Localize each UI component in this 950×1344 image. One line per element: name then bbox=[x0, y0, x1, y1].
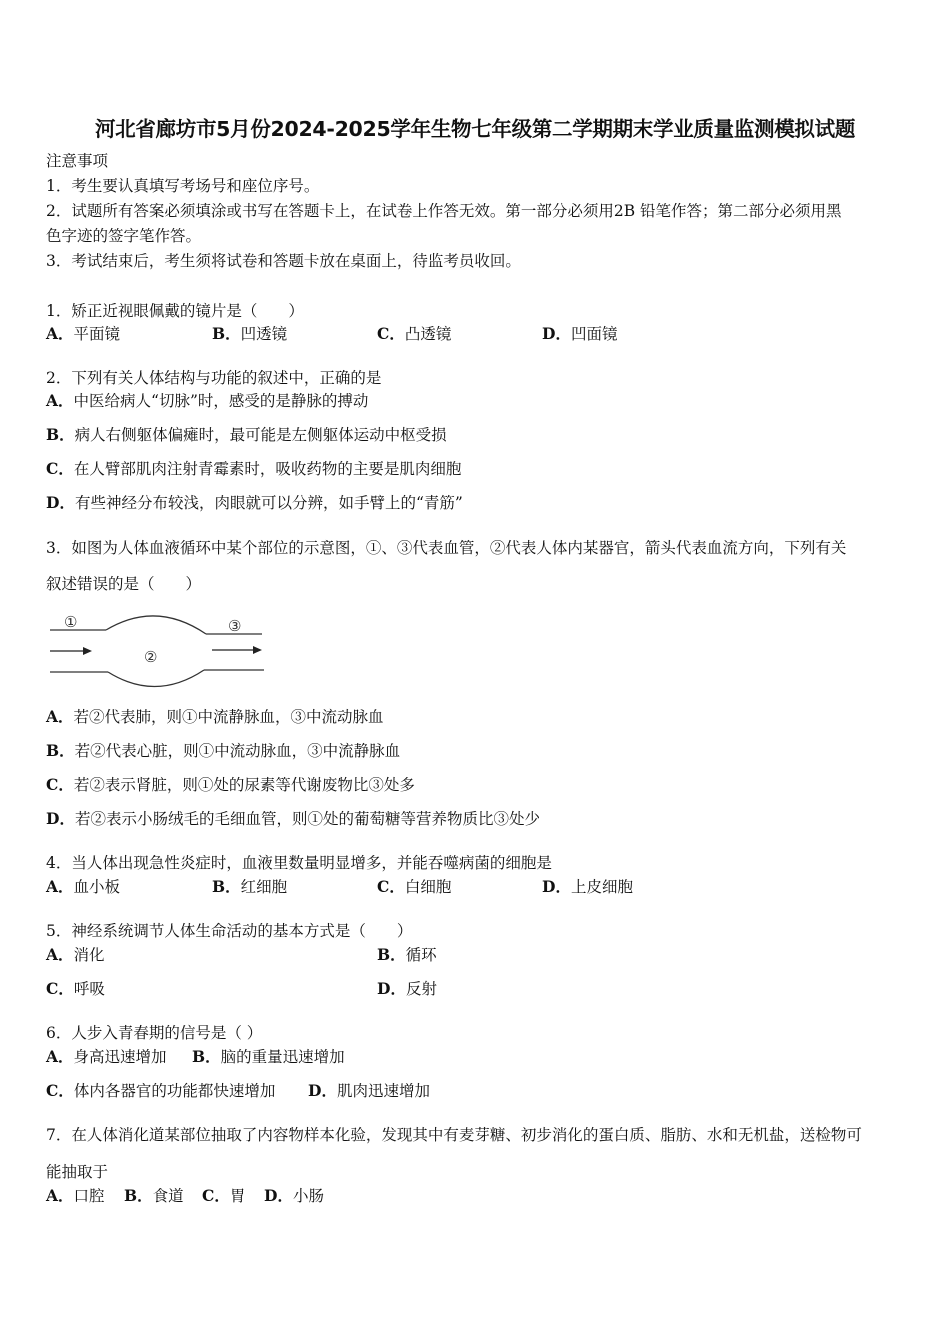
notice-item: 色字迹的签字笔作答。 bbox=[46, 227, 202, 245]
question-5-stem: 5．神经系统调节人体生命活动的基本方式是（ ） bbox=[46, 922, 413, 940]
q7-option-a[interactable] bbox=[46, 1186, 105, 1206]
option-letter: D． bbox=[46, 493, 75, 512]
option-letter: C． bbox=[377, 877, 405, 896]
question-4-stem: 4．当人体出现急性炎症时，血液里数量明显增多，并能吞噬病菌的细胞是 bbox=[46, 854, 552, 872]
option-letter: B． bbox=[212, 877, 241, 896]
option-text: 白细胞 bbox=[404, 878, 452, 896]
option-letter: B． bbox=[124, 1186, 153, 1205]
page-title: 河北省廊坊市5月份2024-2025学年生物七年级第二学期期末学业质量监测模拟试题 bbox=[94, 117, 856, 141]
option-letter: D． bbox=[264, 1186, 293, 1205]
q6-option-b[interactable] bbox=[192, 1047, 345, 1067]
option-letter: C． bbox=[46, 1081, 74, 1100]
question-6-stem: 6．人步入青春期的信号是（ ） bbox=[46, 1024, 263, 1042]
q7-option-c[interactable] bbox=[202, 1186, 245, 1206]
q5-option-a[interactable] bbox=[46, 945, 105, 965]
q5-option-b[interactable] bbox=[377, 945, 437, 965]
option-letter: A． bbox=[46, 1186, 74, 1205]
option-text: 小肠 bbox=[292, 1187, 324, 1205]
option-letter: C． bbox=[202, 1186, 230, 1205]
option-text: 呼吸 bbox=[73, 980, 105, 998]
option-letter: C． bbox=[377, 324, 405, 343]
option-text: 循环 bbox=[405, 946, 437, 964]
option-letter: B． bbox=[46, 741, 75, 760]
question-2-stem: 2．下列有关人体结构与功能的叙述中，正确的是 bbox=[46, 369, 382, 387]
blood-circulation-diagram bbox=[46, 605, 268, 690]
option-letter: C． bbox=[46, 459, 74, 478]
option-text: 血小板 bbox=[73, 878, 121, 896]
option-text: 肌肉迅速增加 bbox=[336, 1082, 430, 1100]
notice-item: 2．试题所有答案必须填涂或书写在答题卡上，在试卷上作答无效。第一部分必须用2B 铅笔作答；第二部分必须用黑 bbox=[46, 202, 842, 220]
option-text: 平面镜 bbox=[73, 325, 121, 343]
option-letter: B． bbox=[212, 324, 241, 343]
option-text: 反射 bbox=[405, 980, 437, 998]
option-text: 若②代表肺，则①中流静脉血，③中流动脉血 bbox=[73, 708, 384, 726]
option-letter: A． bbox=[46, 391, 74, 410]
q6-option-d[interactable] bbox=[308, 1081, 430, 1101]
q3-option-a[interactable] bbox=[46, 707, 384, 727]
option-letter: D． bbox=[46, 809, 75, 828]
option-text: 中医给病人“切脉”时，感受的是静脉的搏动 bbox=[73, 392, 369, 410]
option-letter: D． bbox=[377, 979, 406, 998]
option-letter: D． bbox=[542, 877, 571, 896]
option-text: 凹透镜 bbox=[240, 325, 288, 343]
q4-option-a[interactable] bbox=[46, 877, 120, 897]
q3-option-b[interactable] bbox=[46, 741, 400, 761]
option-letter: D． bbox=[308, 1081, 337, 1100]
option-text: 凹面镜 bbox=[570, 325, 618, 343]
question-7-stem-cont: 能抽取于 bbox=[46, 1163, 109, 1181]
option-letter: D． bbox=[542, 324, 571, 343]
option-text: 凸透镜 bbox=[404, 325, 452, 343]
question-3-stem-cont: 叙述错误的是（ ） bbox=[46, 575, 202, 593]
q5-option-d[interactable] bbox=[377, 979, 437, 999]
q2-option-c[interactable] bbox=[46, 459, 461, 479]
q5-option-c[interactable] bbox=[46, 979, 105, 999]
option-text: 口腔 bbox=[73, 1187, 105, 1205]
label-vessel-1: ① bbox=[64, 613, 78, 631]
option-text: 在人臂部肌肉注射青霉素时，吸收药物的主要是肌肉细胞 bbox=[73, 460, 462, 478]
q2-option-d[interactable] bbox=[46, 493, 463, 513]
option-text: 若②代表心脏，则①中流动脉血，③中流静脉血 bbox=[74, 742, 401, 760]
label-organ-2: ② bbox=[144, 648, 158, 666]
q2-option-a[interactable] bbox=[46, 391, 368, 411]
option-letter: B． bbox=[377, 945, 406, 964]
question-7-stem: 7．在人体消化道某部位抽取了内容物样本化验，发现其中有麦芽糖、初步消化的蛋白质、脂肪、水和无机盐，送检物可 bbox=[46, 1126, 862, 1144]
option-text: 有些神经分布较浅，肉眼就可以分辨，如手臂上的“青筋” bbox=[74, 494, 463, 512]
option-text: 体内各器官的功能都快速增加 bbox=[73, 1082, 276, 1100]
option-letter: C． bbox=[46, 979, 74, 998]
q1-option-a[interactable] bbox=[46, 324, 120, 344]
option-letter: A． bbox=[46, 324, 74, 343]
option-letter: B． bbox=[46, 425, 75, 444]
option-text: 消化 bbox=[73, 946, 105, 964]
option-text: 若②表示肾脏，则①处的尿素等代谢废物比③处多 bbox=[73, 776, 415, 794]
option-text: 食道 bbox=[152, 1187, 184, 1205]
option-text: 胃 bbox=[229, 1187, 246, 1205]
notice-item: 1．考生要认真填写考场号和座位序号。 bbox=[46, 177, 320, 195]
notice-item: 3．考试结束后，考生须将试卷和答题卡放在桌面上，待监考员收回。 bbox=[46, 252, 521, 270]
option-text: 身高迅速增加 bbox=[73, 1048, 167, 1066]
q2-option-b[interactable] bbox=[46, 425, 447, 445]
q4-option-b[interactable] bbox=[212, 877, 287, 897]
question-3-stem: 3．如图为人体血液循环中某个部位的示意图，①、③代表血管，②代表人体内某器官，箭头代表血流方向，下列有关 bbox=[46, 539, 847, 557]
q1-option-b[interactable] bbox=[212, 324, 287, 344]
q7-option-b[interactable] bbox=[124, 1186, 184, 1206]
option-text: 上皮细胞 bbox=[570, 878, 633, 896]
option-letter: A． bbox=[46, 1047, 74, 1066]
option-text: 红细胞 bbox=[240, 878, 288, 896]
option-letter: C． bbox=[46, 775, 74, 794]
q1-option-c[interactable] bbox=[377, 324, 451, 344]
option-text: 脑的重量迅速增加 bbox=[220, 1048, 345, 1066]
label-vessel-3: ③ bbox=[228, 617, 242, 635]
q6-option-c[interactable] bbox=[46, 1081, 275, 1101]
notice-heading: 注意事项 bbox=[46, 152, 109, 170]
q6-option-a[interactable] bbox=[46, 1047, 167, 1067]
q7-option-d[interactable] bbox=[264, 1186, 324, 1206]
option-letter: B． bbox=[192, 1047, 221, 1066]
option-letter: A． bbox=[46, 945, 74, 964]
q1-option-d[interactable] bbox=[542, 324, 617, 344]
q3-option-c[interactable] bbox=[46, 775, 415, 795]
q4-option-d[interactable] bbox=[542, 877, 633, 897]
q3-option-d[interactable] bbox=[46, 809, 540, 829]
option-letter: A． bbox=[46, 877, 74, 896]
q4-option-c[interactable] bbox=[377, 877, 451, 897]
option-letter: A． bbox=[46, 707, 74, 726]
option-text: 若②表示小肠绒毛的毛细血管，则①处的葡萄糖等营养物质比③处少 bbox=[74, 810, 540, 828]
question-1-stem: 1．矫正近视眼佩戴的镜片是（ ） bbox=[46, 302, 304, 320]
option-text: 病人右侧躯体偏瘫时，最可能是左侧躯体运动中枢受损 bbox=[74, 426, 447, 444]
